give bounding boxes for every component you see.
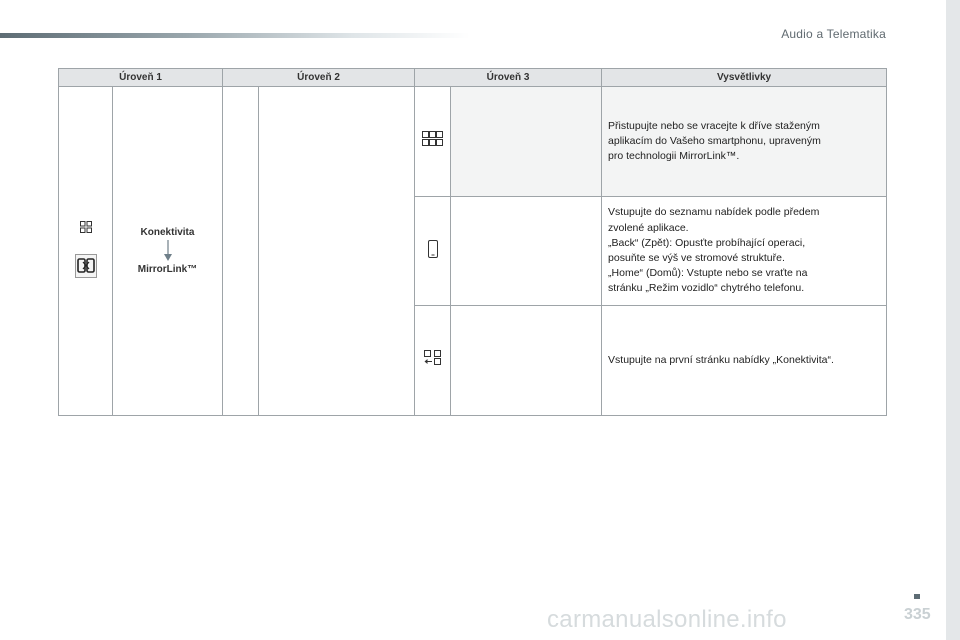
top-accent-bar xyxy=(0,33,470,38)
mirrorlink-icon xyxy=(75,254,97,283)
level3-text-cell xyxy=(451,87,602,197)
level1-item-connectivity: Konektivita xyxy=(140,227,195,239)
level3-icon-cell xyxy=(415,87,451,197)
watermark-text: carmanualsonline.info xyxy=(547,606,787,633)
level2-icon-cell xyxy=(223,87,259,416)
explanation-cell xyxy=(602,87,887,197)
header-level-2: Úroveň 2 xyxy=(223,69,415,87)
header-level-3: Úroveň 3 xyxy=(415,69,602,87)
level3-icon-cell xyxy=(415,306,451,416)
apps-small-icon xyxy=(80,220,92,238)
section-title: Audio a Telematika xyxy=(781,27,886,41)
level1-item-mirrorlink: MirrorLink™ xyxy=(137,264,198,276)
page-edge-strip xyxy=(946,0,960,640)
level3-text-cell xyxy=(451,306,602,416)
level3-text-cell xyxy=(451,196,602,306)
page-marker xyxy=(914,594,920,599)
back-to-connectivity-icon xyxy=(424,350,442,366)
explanation-text: Vstupujte na první stránku nabídky „Konektivita“. xyxy=(608,354,834,367)
table-row xyxy=(59,87,887,197)
level1-menu-path xyxy=(113,227,222,275)
explanation-cell xyxy=(602,196,887,306)
header-level-1: Úroveň 1 xyxy=(59,69,223,87)
table-header-row xyxy=(59,69,887,87)
menu-table xyxy=(58,68,887,416)
header-explanation: Vysvětlivky xyxy=(602,69,887,87)
level2-text-cell xyxy=(259,87,415,416)
explanation-text: Přistupujte nebo se vracejte k dříve staženým aplikacím do Vašeho smartphonu, upraveným pro technologii MirrorLink™. xyxy=(608,119,821,162)
level3-icon-cell xyxy=(415,196,451,306)
level1-icon-cell xyxy=(59,87,113,416)
page-number: 335 xyxy=(904,606,931,623)
explanation-text: Vstupujte do seznamu nabídek podle předem zvolené aplikace. „Back“ (Zpět): Opusťte probíhající operaci, posuňte se výš ve stromové struktuře. „Home“ (Domů): Vstupte nebo se vraťte na stránku „Režim vozidlo“ chytrého telefonu. xyxy=(608,206,820,295)
apps-grid-icon xyxy=(422,131,444,147)
explanation-cell xyxy=(602,306,887,416)
smartphone-icon xyxy=(428,240,438,258)
level1-text-cell xyxy=(113,87,223,416)
arrow-down-icon xyxy=(163,240,173,262)
